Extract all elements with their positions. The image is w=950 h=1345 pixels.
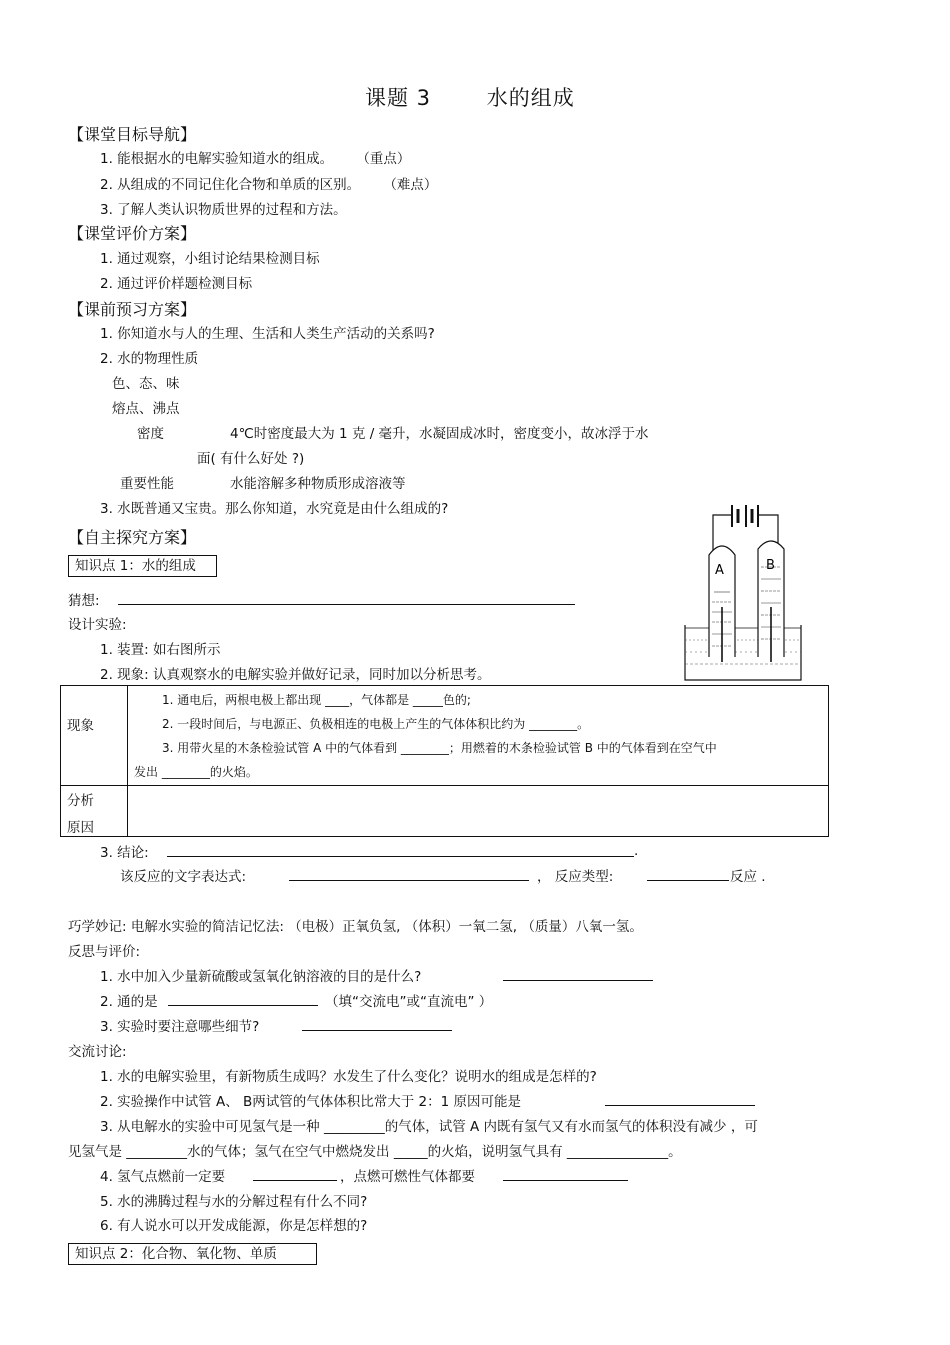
preview-melt: 熔点、沸点: [112, 401, 180, 417]
page-title: [365, 82, 575, 112]
preview-prop-label: 重要性能: [120, 476, 174, 492]
discuss-q2-blank[interactable]: [605, 1105, 755, 1106]
goal-text: 1. 能根据水的电解实验知道水的组成。: [100, 151, 334, 167]
conclusion-label: 3. 结论:: [100, 845, 149, 861]
analysis-label-2: 原因: [67, 820, 94, 836]
discuss-q1: 1. 水的电解实验里，有新物质生成吗？水发生了什么变化？说明水的组成是怎样的?: [100, 1069, 597, 1085]
discuss-q4-blank-2[interactable]: [503, 1180, 628, 1181]
discuss-q5: 5. 水的沸腾过程与水的分解过程有什么不同?: [100, 1194, 368, 1210]
goal-tag: （难点）: [390, 177, 438, 193]
expression-blank[interactable]: [289, 880, 529, 881]
knowledge-point-2: 知识点 2：化合物、氧化物、单质: [68, 1243, 317, 1265]
phenomenon-line-4: 发出 ________的火焰。: [134, 765, 258, 779]
discuss-q3b: 见氢气是 _________水的气体；氢气在空气中燃烧发出 _____的火焰，说明氢气具有 _______________。: [68, 1144, 682, 1160]
reflect-q2a: 2. 通的是: [100, 994, 158, 1010]
expression-label: 该反应的文字表达式:: [120, 869, 247, 885]
title-main: 水的组成: [486, 86, 575, 110]
discuss-q6: 6. 有人说水可以开发成能源，你是怎样想的?: [100, 1218, 368, 1234]
reaction-type-suffix: 反应 .: [730, 869, 766, 885]
phenomenon-line-3: 3. 用带火星的木条检验试管 A 中的气体看到 ________；用燃着的木条检验试管 B 中的气体看到在空气中: [162, 741, 717, 755]
explore-heading: 【自主探究方案】: [68, 528, 197, 547]
preview-heading: 【课前预习方案】: [68, 300, 197, 319]
preview-density-cont: 面( 有什么好处 ?): [197, 451, 305, 467]
reflect-heading: 反思与评价:: [68, 944, 141, 960]
phenomenon-label: 现象: [67, 718, 94, 734]
discuss-q3a: 3. 从电解水的实验中可见氢气是一种 _________的气体，试管 A 内既有氢气又有水而氢气的体积没有减少 ，可: [100, 1119, 758, 1135]
discuss-heading: 交流讨论:: [68, 1044, 127, 1060]
device-line: 1. 装置: 如右图所示: [100, 642, 221, 658]
discuss-q4a: 4. 氢气点燃前一定要: [100, 1169, 226, 1185]
goals-heading: 【课堂目标导航】: [68, 125, 197, 144]
reflect-q2b: （填“交流电”或“直流电” ）: [325, 994, 493, 1010]
phenomenon-line-1: 1. 通电后，两根电极上都出现 ____，气体都是 _____色的;: [162, 693, 471, 707]
goal-tag: （重点）: [363, 151, 411, 167]
reflect-q3-blank[interactable]: [302, 1030, 452, 1031]
preview-q3: 3. 水既普通又宝贵。那么你知道，水究竟是由什么组成的?: [100, 501, 449, 517]
preview-color: 色、态、味: [112, 376, 180, 392]
analysis-content-cell[interactable]: [128, 786, 829, 837]
goal-text: 2. 从组成的不同记住化合物和单质的区别。: [100, 177, 361, 193]
preview-density-text: 4℃时密度最大为 1 克 / 毫升，水凝固成冰时，密度变小，故冰浮于水: [230, 426, 649, 442]
phenomenon-line-2: 2. 一段时间后，与电源正、负极相连的电极上产生的气体体积比约为 ________。: [162, 717, 590, 731]
reflect-q2-blank[interactable]: [168, 1005, 318, 1006]
preview-density-label: 密度: [137, 426, 164, 442]
conclusion-blank[interactable]: [167, 856, 634, 857]
electrolysis-apparatus-diagram: [680, 497, 810, 687]
tube-a-label: A: [715, 563, 724, 578]
preview-prop-text: 水能溶解多种物质形成溶液等: [230, 476, 406, 492]
phenomenon-content-cell[interactable]: [128, 686, 829, 786]
phenomenon-label-cell: [61, 686, 128, 786]
tube-b-label: B: [766, 558, 775, 573]
guess-label: 猜想:: [68, 593, 100, 609]
conclusion-period: .: [634, 843, 639, 859]
observation-table: [60, 685, 829, 837]
title-prefix: 课题 3: [365, 86, 432, 110]
reflect-q1: 1. 水中加入少量新硫酸或氢氧化钠溶液的目的是什么?: [100, 969, 422, 985]
analysis-label-cell: [61, 786, 128, 837]
reaction-type-blank[interactable]: [647, 880, 729, 881]
design-label: 设计实验:: [68, 617, 127, 633]
goal-item-2: [100, 173, 437, 193]
preview-q2: 2. 水的物理性质: [100, 351, 199, 367]
discuss-q4b: ，点燃可燃性气体都要: [340, 1169, 475, 1185]
reaction-type-label: ， 反应类型:: [537, 869, 614, 885]
phenomenon-line: 2. 现象: 认真观察水的电解实验并做好记录，同时加以分析思考。: [100, 667, 491, 683]
reflect-q1-blank[interactable]: [503, 980, 653, 981]
reflect-q3: 3. 实验时要注意哪些细节?: [100, 1019, 260, 1035]
preview-q1: 1. 你知道水与人的生理、生活和人类生产活动的关系吗?: [100, 326, 435, 342]
goal-item-1: [100, 147, 410, 167]
discuss-q4-blank-1[interactable]: [253, 1180, 337, 1181]
analysis-label-1: 分析: [67, 793, 94, 809]
discuss-q2: 2. 实验操作中试管 A、 B两试管的气体体积比常大于 2：1 原因可能是: [100, 1094, 522, 1110]
evaluation-heading: 【课堂评价方案】: [68, 224, 197, 243]
memory-tip: 巧学妙记: 电解水实验的简洁记忆法: （电极）正氧负氢, （体积）一氧二氢, （质量）八氧一氢。: [68, 919, 643, 935]
goal-item-3: 3. 了解人类认识物质世界的过程和方法。: [100, 202, 347, 218]
guess-blank[interactable]: [118, 604, 575, 605]
evaluation-item-2: 2. 通过评价样题检测目标: [100, 276, 253, 292]
evaluation-item-1: 1. 通过观察，小组讨论结果检测目标: [100, 251, 320, 267]
knowledge-point-1: 知识点 1：水的组成: [68, 555, 217, 577]
